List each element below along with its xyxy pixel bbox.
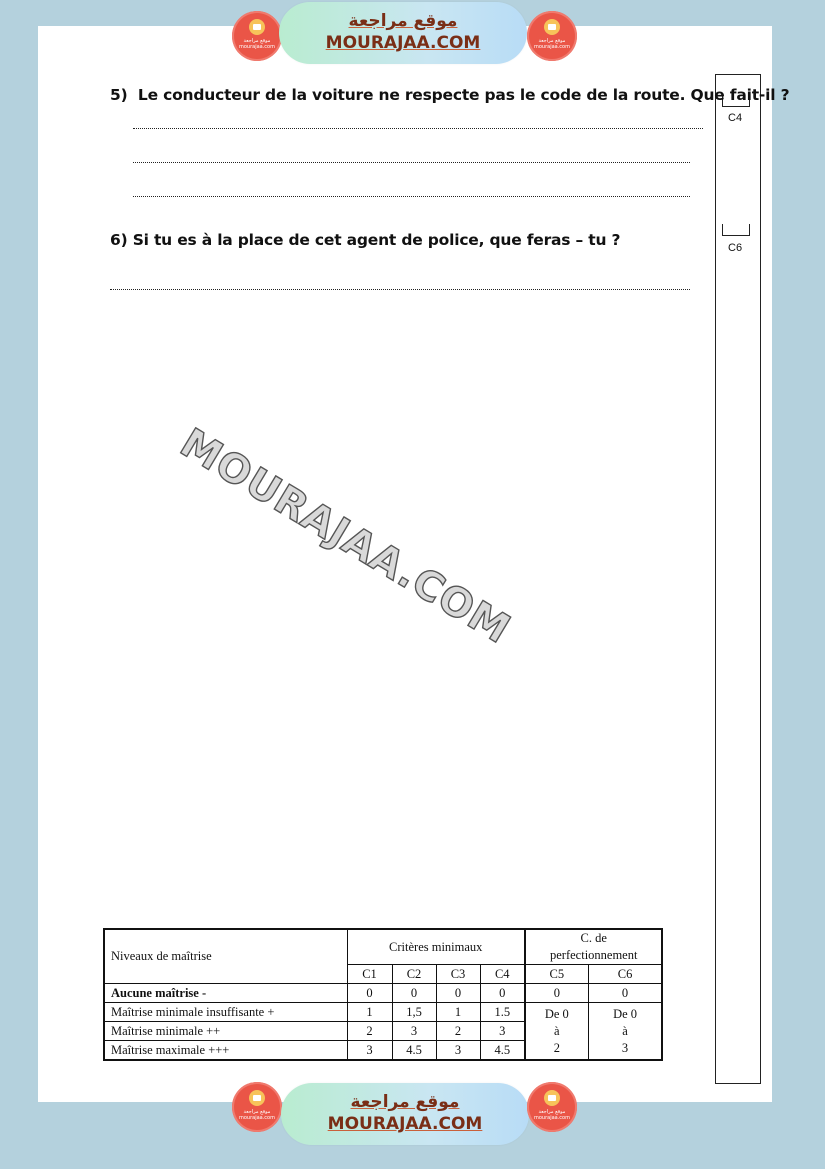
col-header: C2 bbox=[392, 965, 436, 984]
logo-badge-left-bottom: موقع مراجعة mourajaa.com bbox=[232, 1082, 282, 1132]
question-6 bbox=[110, 231, 620, 249]
watermark: MOURAJAA.COM bbox=[172, 420, 519, 654]
col-header: C4 bbox=[480, 965, 525, 984]
question-text: Le conducteur de la voiture ne respecte pas le code de la route. Que fait-il ? bbox=[137, 86, 790, 104]
answer-line[interactable] bbox=[133, 162, 690, 163]
table-row: Maîtrise maximale +++ 3 4.5 3 4.5 bbox=[104, 1041, 662, 1061]
question-text: Si tu es à la place de cet agent de police, que feras – tu ? bbox=[132, 231, 621, 249]
banner-site-name: MOURAJAA.COM bbox=[325, 33, 481, 53]
book-icon bbox=[544, 1090, 560, 1106]
grading-table bbox=[103, 928, 663, 1061]
mark-label-c6: C6 bbox=[728, 242, 743, 254]
site-banner-bottom[interactable] bbox=[281, 1083, 529, 1145]
c5-range: De 0 à 2 bbox=[525, 1003, 588, 1061]
col-header: C5 bbox=[525, 965, 588, 984]
question-number: 5) bbox=[110, 86, 128, 104]
banner-site-name: MOURAJAA.COM bbox=[327, 1114, 483, 1134]
question-5 bbox=[110, 86, 789, 104]
question-number: 6) bbox=[110, 231, 128, 249]
table-row: Maîtrise minimale insuffisante + 1 1,5 1 1.5 De 0 à 2 De 0 à 3 bbox=[104, 1003, 662, 1022]
mark-box-c6 bbox=[722, 224, 750, 236]
table-row: Aucune maîtrise - 0 0 0 0 0 0 bbox=[104, 984, 662, 1003]
group-perf-header: C. de perfectionnement bbox=[525, 929, 662, 965]
answer-line[interactable] bbox=[133, 128, 703, 129]
site-banner-top[interactable] bbox=[279, 2, 527, 64]
book-icon bbox=[249, 19, 265, 35]
banner-arabic-title: موقع مراجعة bbox=[348, 11, 458, 31]
answer-line[interactable] bbox=[133, 196, 690, 197]
table-row: Maîtrise minimale ++ 2 3 2 3 bbox=[104, 1022, 662, 1041]
answer-line[interactable] bbox=[110, 289, 690, 290]
c6-range: De 0 à 3 bbox=[588, 1003, 662, 1061]
col-header: C1 bbox=[347, 965, 392, 984]
banner-arabic-title: موقع مراجعة bbox=[350, 1092, 460, 1112]
book-icon bbox=[249, 1090, 265, 1106]
group-min-header: Critères minimaux bbox=[347, 929, 525, 965]
col-header: C6 bbox=[588, 965, 662, 984]
book-icon bbox=[544, 19, 560, 35]
col-header: C3 bbox=[436, 965, 480, 984]
mark-label-c4: C4 bbox=[728, 112, 743, 124]
logo-badge-right-top: موقع مراجعة mourajaa.com bbox=[527, 11, 577, 61]
logo-badge-right-bottom: موقع مراجعة mourajaa.com bbox=[527, 1082, 577, 1132]
table-row-header: Niveaux de maîtrise bbox=[104, 929, 347, 984]
logo-badge-left-top: موقع مراجعة mourajaa.com bbox=[232, 11, 282, 61]
